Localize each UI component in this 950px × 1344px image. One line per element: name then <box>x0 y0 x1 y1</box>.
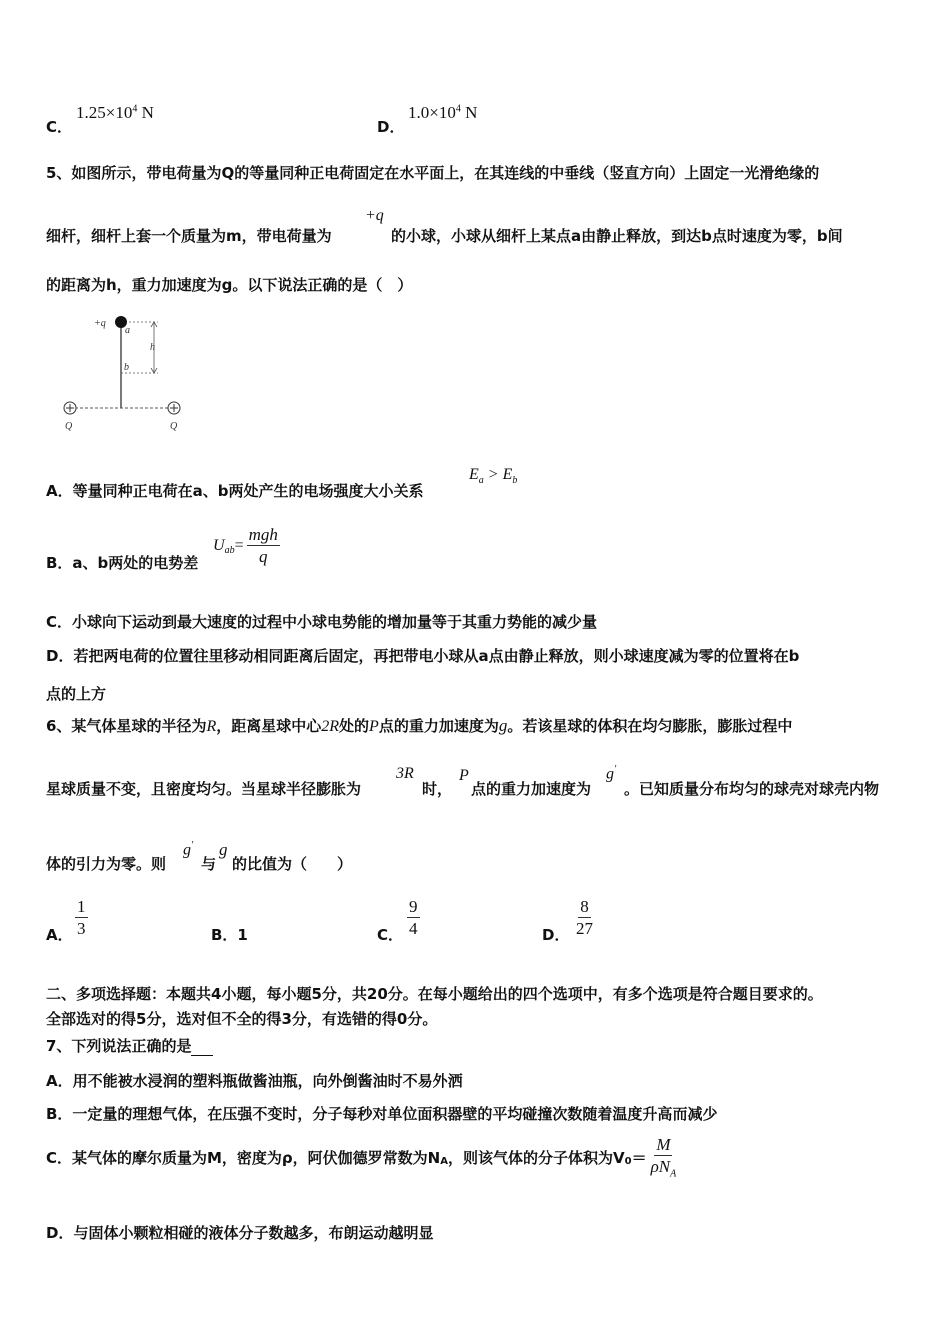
q5-option-a-formula: $E_a > E_b$ <box>469 466 518 487</box>
q7-option-b: B．一定量的理想气体，在压强不变时，分子每秒对单位面积器壁的平均碰撞次数随着温度升高而减少 <box>46 1105 718 1123</box>
q6-stem-line2c: 点的重力加速度为 <box>471 780 592 798</box>
label-q: +q <box>94 318 106 329</box>
q5-option-b-formula: U $_{ab}$ = $\frac{\text{mgh}}{q}$ <box>213 525 278 566</box>
q6-3R: 3R <box>396 765 414 782</box>
label-a: a <box>125 325 130 336</box>
q6-P: P <box>459 767 469 784</box>
q6-stem-line1: 6、某气体星球的半径为R，距离星球中心2R处的P点的重力加速度为g。若该星球的体积在均匀膨胀，膨胀过程中 <box>46 716 793 735</box>
q6-stem-line2b: 时， <box>422 780 453 798</box>
q5-option-b: B．a、b两处的电势差 <box>46 554 199 572</box>
q6-option-b: B．1 <box>211 926 248 944</box>
q4-option-d-value: $1.0\times 10^4$ N <box>408 103 478 122</box>
q6-option-c-fraction: $\frac{9}{4}$ <box>409 897 418 938</box>
q5-stem-line2a: 细杆，细杆上套一个质量为m，带电荷量为 <box>46 227 332 245</box>
q6-g-prime-2: g′ <box>183 840 194 859</box>
q6-option-d-label: D． <box>542 926 570 944</box>
q5-stem-line3: 的距离为h，重力加速度为g。以下说法正确的是（ ） <box>46 276 413 294</box>
q5-stem-line1: 5、如图所示，带电荷量为Q的等量同种正电荷固定在水平面上，在其连线的中垂线（竖直方向）上固定一光滑绝缘的 <box>46 164 820 182</box>
q5-option-a: A．等量同种正电荷在a、b两处产生的电场强度大小关系 <box>46 482 424 500</box>
q7-stem: 7、下列说法正确的是 <box>46 1035 213 1056</box>
q6-g: g <box>219 840 228 859</box>
q6-stem-line3b: 与 <box>201 855 217 873</box>
q6-stem-line2a: 星球质量不变，且密度均匀。当星球半径膨胀为 <box>46 780 362 798</box>
q7-option-a: A．用不能被水浸润的塑料瓶做酱油瓶，向外倒酱油时不易外洒 <box>46 1072 463 1090</box>
answer-blank <box>191 1040 213 1056</box>
q5-charge: +q <box>365 207 384 224</box>
section2-heading-line1: 二、多项选择题：本题共4小题，每小题5分，共20分。在每小题给出的四个选项中，有多个选项是符合题目要求的。 <box>46 985 823 1003</box>
q4-option-d-label: D． <box>377 118 405 136</box>
q5-figure <box>44 308 204 438</box>
q7-option-d: D．与固体小颗粒相碰的液体分子数越多，布朗运动越明显 <box>46 1224 434 1242</box>
q6-option-a-fraction: $\frac{1}{3}$ <box>77 897 86 938</box>
q5-option-d-line1: D．若把两电荷的位置往里移动相同距离后固定，再把带电小球从a点由静止释放，则小球速度减为零的位置将在b <box>46 647 800 665</box>
q7-option-c: C．某气体的摩尔质量为M，密度为ρ，阿伏伽德罗常数为N $_A$ ，则该气体的分子体积为V $_0$ ＝ $\frac{M}{\rho N_A}$ <box>46 1135 677 1180</box>
label-Q-left: Q <box>65 421 73 432</box>
q5-option-c: C．小球向下运动到最大速度的过程中小球电势能的增加量等于其重力势能的减少量 <box>46 613 598 631</box>
q6-stem-line2d: 。已知质量分布均匀的球壳对球壳内物 <box>624 780 880 798</box>
section2-heading-line2: 全部选对的得5分，选对但不全的得3分，有选错的得0分。 <box>46 1010 438 1028</box>
label-b: b <box>124 362 129 373</box>
q4-option-c-label: C． <box>46 118 73 136</box>
q6-option-c-label: C． <box>377 926 404 944</box>
label-Q-right: Q <box>170 421 178 432</box>
q6-g-prime: g′ <box>606 764 617 783</box>
label-h: h <box>150 342 155 353</box>
q6-stem-line3c: 的比值为（ ） <box>232 855 353 873</box>
q6-option-d-fraction: $\frac{8}{27}$ <box>576 897 593 938</box>
q6-option-a-label: A． <box>46 926 73 944</box>
q5-stem-line2b: 的小球，小球从细杆上某点a由静止释放，到达b点时速度为零，b间 <box>391 227 843 245</box>
q5-option-d-line2: 点的上方 <box>46 685 107 703</box>
q4-option-c-value: $1.25\times 10^4$ N <box>76 103 154 122</box>
q6-stem-line3a: 体的引力为零。则 <box>46 855 167 873</box>
